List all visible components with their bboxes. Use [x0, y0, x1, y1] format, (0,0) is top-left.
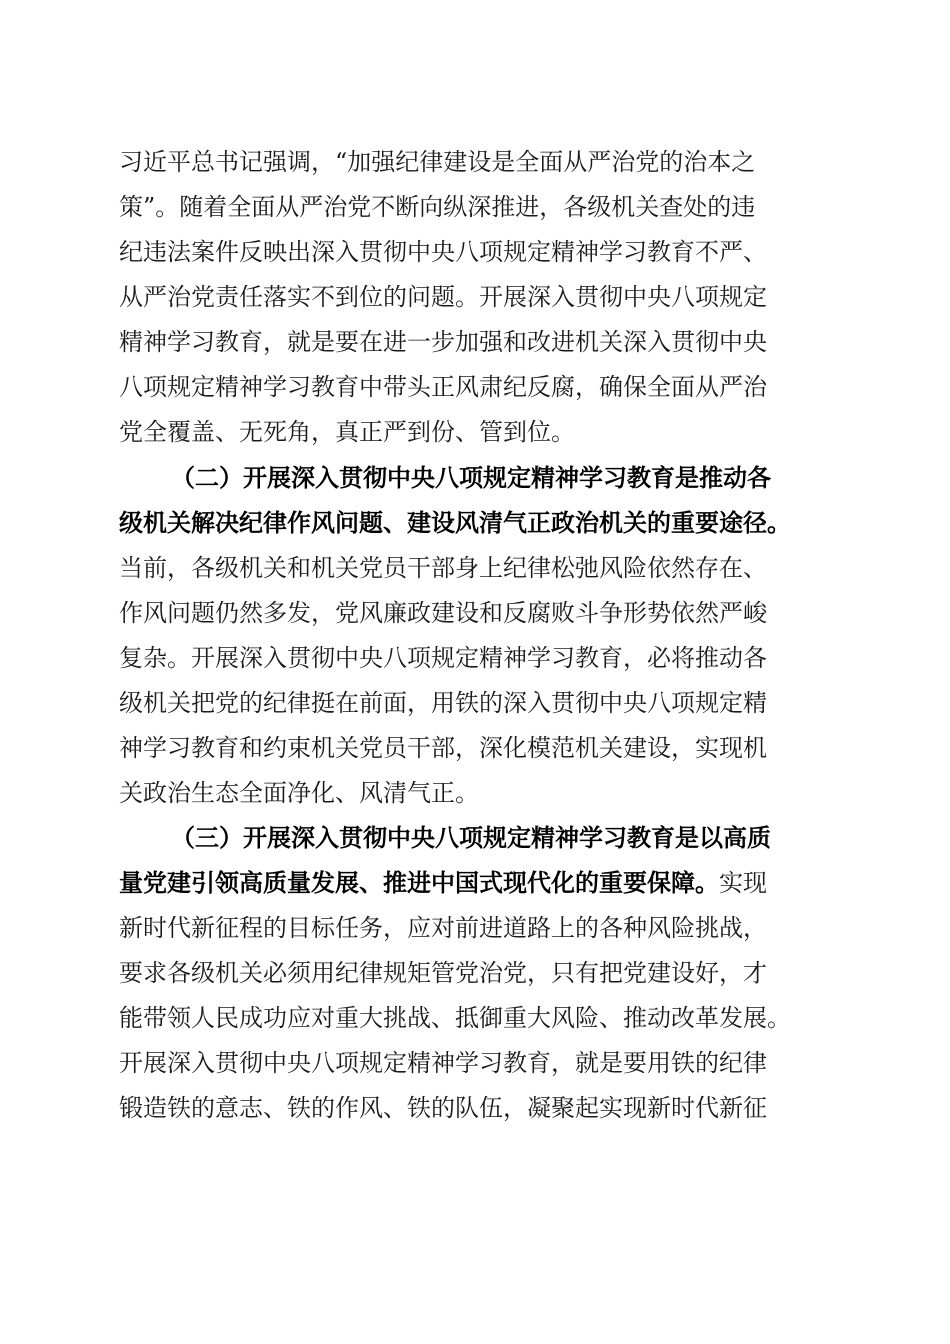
text-line: 从严治党责任落实不到位的问题。开展深入贯彻中央八项规定 — [119, 283, 767, 311]
text-line: 策”。随着全面从严治党不断向纵深推进，各级机关查处的违 — [119, 193, 756, 221]
text-line: 复杂。开展深入贯彻中央八项规定精神学习教育，必将推动各 — [119, 644, 767, 672]
text-line: 精神学习教育，就是要在进一步加强和改进机关深入贯彻中央 — [119, 328, 767, 356]
section-heading-2: （二）开展深入贯彻中央八项规定精神学习教育是推动各 — [171, 463, 771, 492]
text-span: 实现 — [719, 869, 767, 897]
text-line: 要求各级机关必须用纪律规矩管党治党，只有把党建设好，才 — [119, 959, 767, 987]
text-line: 当前，各级机关和机关党员干部身上纪律松弛风险依然存在、 — [119, 554, 767, 582]
text-line: 关政治生态全面净化、风清气正。 — [119, 779, 479, 807]
text-line: 锻造铁的意志、铁的作风、铁的队伍，凝聚起实现新时代新征 — [119, 1094, 767, 1122]
text-line: 党全覆盖、无死角，真正严到份、管到位。 — [119, 418, 575, 446]
text-line: 纪违法案件反映出深入贯彻中央八项规定精神学习教育不严、 — [119, 238, 767, 266]
section-heading-2-cont: 级机关解决纪律作风问题、建设风清气正政治机关的重要途径。 — [119, 508, 791, 537]
section-heading-3-cont: 量党建引领高质量发展、推进中国式现代化的重要保障。 — [119, 868, 719, 897]
text-line: 神学习教育和约束机关党员干部，深化模范机关建设，实现机 — [119, 734, 767, 762]
text-line: 习近平总书记强调，“加强纪律建设是全面从严治党的治本之 — [119, 148, 756, 176]
text-line: 八项规定精神学习教育中带头正风肃纪反腐，确保全面从严治 — [119, 373, 767, 401]
text-line: 级机关把党的纪律挺在前面，用铁的深入贯彻中央八项规定精 — [119, 689, 767, 717]
text-line: 开展深入贯彻中央八项规定精神学习教育，就是要用铁的纪律 — [119, 1049, 767, 1077]
text-line: 新时代新征程的目标任务，应对前进道路上的各种风险挑战， — [119, 914, 767, 942]
text-line: 作风问题仍然多发，党风廉政建设和反腐败斗争形势依然严峻 — [119, 599, 767, 627]
section-heading-3-cont-line — [119, 863, 831, 903]
section-heading-3: （三）开展深入贯彻中央八项规定精神学习教育是以高质 — [171, 823, 771, 852]
text-line: 能带领人民成功应对重大挑战、抵御重大风险、推动改革发展。 — [119, 1004, 791, 1032]
